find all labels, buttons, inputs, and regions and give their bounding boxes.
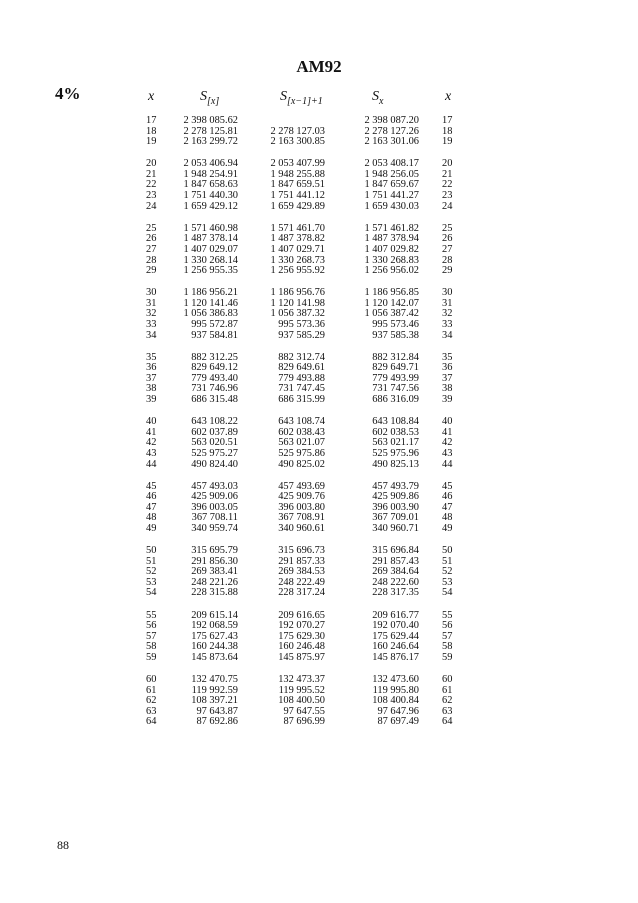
cell-age-left: 61 — [146, 684, 157, 696]
cell-s-ultimate: 209 616.77 — [372, 609, 419, 621]
cell-s-ultimate: 340 960.71 — [372, 523, 419, 534]
cell-age-right: 21 — [442, 168, 453, 180]
cell-s-select-prev: 1 186 956.76 — [270, 287, 325, 299]
cell-s-select: 882 312.25 — [191, 351, 238, 363]
cell-s-ultimate: 1 659 430.03 — [364, 200, 419, 212]
row-group — [0, 159, 638, 212]
table-row — [0, 717, 638, 728]
cell-age-left: 57 — [146, 630, 157, 642]
cell-age-left: 35 — [146, 351, 157, 363]
cell-age-left: 55 — [146, 609, 157, 621]
cell-s-ultimate: 291 857.43 — [372, 555, 419, 567]
row-group — [0, 417, 638, 470]
cell-age-left: 41 — [146, 426, 157, 438]
cell-s-select: 291 856.30 — [191, 555, 238, 567]
cell-s-ultimate: 1 571 461.82 — [364, 222, 419, 234]
cell-s-ultimate: 108 400.84 — [372, 695, 419, 707]
cell-age-left: 27 — [146, 243, 157, 255]
cell-age-left: 30 — [146, 287, 157, 299]
cell-s-ultimate: 1 256 956.02 — [364, 265, 419, 277]
cell-s-select-prev: 1 571 461.70 — [270, 222, 325, 234]
table-row — [0, 320, 638, 331]
cell-age-right: 52 — [442, 566, 453, 578]
cell-s-ultimate: 2 163 301.06 — [364, 136, 419, 148]
cell-s-select-prev: 457 493.69 — [278, 480, 325, 492]
cell-age-right: 35 — [442, 351, 453, 363]
cell-s-select: 145 873.64 — [191, 651, 238, 663]
cell-age-right: 27 — [442, 243, 453, 255]
cell-s-select: 1 847 658.63 — [183, 179, 238, 191]
cell-s-select: 2 398 085.62 — [183, 115, 238, 126]
cell-s-ultimate: 731 747.56 — [372, 383, 419, 395]
cell-s-ultimate: 882 312.84 — [372, 351, 419, 363]
cell-age-left: 51 — [146, 555, 157, 567]
cell-age-right: 46 — [442, 491, 453, 503]
cell-s-select: 1 659 429.12 — [183, 200, 238, 212]
cell-s-select: 457 493.03 — [191, 480, 238, 492]
cell-age-left: 38 — [146, 383, 157, 395]
cell-s-select: 1 571 460.98 — [183, 222, 238, 234]
cell-s-select: 1 256 955.35 — [183, 265, 238, 277]
cell-age-right: 49 — [442, 523, 453, 534]
table-row — [0, 449, 638, 460]
cell-s-select: 995 572.87 — [191, 319, 238, 330]
cell-age-right: 36 — [442, 362, 453, 374]
cell-s-select-prev: 108 400.50 — [278, 695, 325, 707]
cell-age-right: 43 — [442, 447, 453, 459]
cell-s-ultimate: 396 003.90 — [372, 501, 419, 513]
cell-age-left: 39 — [146, 394, 157, 406]
cell-s-select: 425 909.06 — [191, 491, 238, 503]
cell-age-left: 36 — [146, 362, 157, 374]
cell-age-left: 25 — [146, 222, 157, 234]
cell-s-select: 490 824.40 — [191, 458, 238, 470]
cell-age-right: 34 — [442, 329, 453, 341]
cell-age-right: 28 — [442, 254, 453, 266]
cell-age-left: 45 — [146, 480, 157, 492]
cell-s-select-prev: 2 278 127.03 — [270, 125, 325, 137]
cell-s-select-prev: 2 163 300.85 — [270, 136, 325, 148]
cell-age-left: 21 — [146, 168, 157, 180]
cell-s-ultimate: 2 398 087.20 — [364, 115, 419, 126]
page-title: AM92 — [296, 57, 342, 76]
cell-age-left: 56 — [146, 620, 157, 632]
cell-s-select: 829 649.12 — [191, 362, 238, 374]
cell-age-left: 54 — [146, 587, 157, 599]
cell-s-select: 132 470.75 — [191, 674, 238, 686]
cell-s-select-prev: 1 256 955.92 — [270, 265, 325, 277]
cell-s-select: 525 975.27 — [191, 447, 238, 459]
header-s-select-sub: [x] — [207, 95, 220, 107]
cell-s-select-prev: 160 246.48 — [278, 641, 325, 653]
row-group — [0, 116, 638, 148]
cell-age-left: 24 — [146, 200, 157, 212]
table-row — [0, 524, 638, 535]
cell-age-right: 61 — [442, 684, 453, 696]
cell-age-left: 53 — [146, 576, 157, 588]
cell-s-select: 192 068.59 — [191, 620, 238, 632]
cell-s-ultimate: 525 975.96 — [372, 447, 419, 459]
cell-s-ultimate: 315 696.84 — [372, 545, 419, 557]
table-row — [0, 588, 638, 599]
cell-s-ultimate: 829 649.71 — [372, 362, 419, 374]
cell-age-right: 33 — [442, 319, 453, 330]
row-group — [0, 224, 638, 277]
cell-age-right: 41 — [442, 426, 453, 438]
cell-age-left: 28 — [146, 254, 157, 266]
cell-s-ultimate: 457 493.79 — [372, 480, 419, 492]
cell-s-ultimate: 1 487 378.94 — [364, 233, 419, 245]
cell-s-select: 396 003.05 — [191, 501, 238, 513]
cell-s-select-prev: 490 825.02 — [278, 458, 325, 470]
cell-age-left: 19 — [146, 136, 157, 148]
cell-age-left: 50 — [146, 545, 157, 557]
cell-age-left: 46 — [146, 491, 157, 503]
cell-s-select-prev: 829 649.61 — [278, 362, 325, 374]
cell-age-left: 22 — [146, 179, 157, 191]
cell-s-ultimate: 2 278 127.26 — [364, 125, 419, 137]
cell-s-select-prev: 87 696.99 — [283, 716, 325, 728]
cell-age-left: 44 — [146, 458, 157, 470]
cell-s-select-prev: 315 696.73 — [278, 545, 325, 557]
cell-age-left: 52 — [146, 566, 157, 578]
cell-age-right: 37 — [442, 372, 453, 384]
cell-s-ultimate: 425 909.86 — [372, 491, 419, 503]
cell-s-select-prev: 1 847 659.51 — [270, 179, 325, 191]
cell-s-ultimate: 643 108.84 — [372, 416, 419, 428]
cell-s-ultimate: 490 825.13 — [372, 458, 419, 470]
cell-age-left: 47 — [146, 501, 157, 513]
cell-age-right: 45 — [442, 480, 453, 492]
cell-s-select-prev: 291 857.33 — [278, 555, 325, 567]
cell-s-select-prev: 779 493.88 — [278, 372, 325, 384]
cell-age-right: 48 — [442, 512, 453, 524]
cell-age-right: 53 — [442, 576, 453, 588]
header-s-select-prev-main: S — [280, 89, 287, 104]
cell-age-left: 32 — [146, 308, 157, 320]
cell-age-left: 64 — [146, 716, 157, 728]
cell-s-select-prev: 340 960.61 — [278, 523, 325, 534]
cell-s-ultimate: 228 317.35 — [372, 587, 419, 599]
header-x-right: x — [445, 89, 452, 104]
cell-s-select: 315 695.79 — [191, 545, 238, 557]
cell-s-select-prev: 686 315.99 — [278, 394, 325, 406]
cell-s-select: 340 959.74 — [191, 523, 238, 534]
cell-s-select-prev: 367 708.91 — [278, 512, 325, 524]
cell-s-ultimate: 1 847 659.67 — [364, 179, 419, 191]
page-number: 88 — [57, 838, 69, 852]
cell-s-select-prev: 1 407 029.71 — [270, 243, 325, 255]
cell-s-select-prev: 2 053 407.99 — [270, 158, 325, 170]
table-row — [0, 460, 638, 471]
cell-s-ultimate: 602 038.53 — [372, 426, 419, 438]
cell-s-select: 367 708.11 — [191, 512, 238, 524]
table-row — [0, 331, 638, 342]
cell-s-ultimate: 937 585.38 — [372, 329, 419, 341]
cell-s-select-prev: 228 317.24 — [278, 587, 325, 599]
cell-age-right: 38 — [442, 383, 453, 395]
cell-s-select: 602 037.89 — [191, 426, 238, 438]
cell-age-right: 64 — [442, 716, 453, 728]
cell-age-left: 48 — [146, 512, 157, 524]
cell-s-select: 228 315.88 — [191, 587, 238, 599]
cell-age-left: 58 — [146, 641, 157, 653]
cell-age-right: 23 — [442, 190, 453, 202]
cell-s-select-prev: 192 070.27 — [278, 620, 325, 632]
cell-age-right: 39 — [442, 394, 453, 406]
cell-s-select-prev: 1 056 387.32 — [270, 308, 325, 320]
cell-s-select: 563 020.51 — [191, 437, 238, 449]
cell-s-select-prev: 209 616.65 — [278, 609, 325, 621]
cell-s-ultimate: 269 384.64 — [372, 566, 419, 578]
cell-s-select-prev: 602 038.43 — [278, 426, 325, 438]
cell-age-left: 17 — [146, 115, 157, 126]
cell-s-select: 119 992.59 — [191, 684, 238, 696]
cell-age-left: 26 — [146, 233, 157, 245]
cell-s-select-prev: 937 585.29 — [278, 329, 325, 341]
cell-s-ultimate: 1 948 256.05 — [364, 168, 419, 180]
table-row — [0, 202, 638, 213]
cell-s-select: 2 163 299.72 — [183, 136, 238, 148]
cell-s-select-prev: 1 659 429.89 — [270, 200, 325, 212]
cell-age-right: 20 — [442, 158, 453, 170]
cell-s-select: 175 627.43 — [191, 630, 238, 642]
table-row — [0, 137, 638, 148]
cell-age-left: 43 — [146, 447, 157, 459]
cell-age-right: 42 — [442, 437, 453, 449]
cell-age-left: 37 — [146, 372, 157, 384]
cell-s-select: 779 493.40 — [191, 372, 238, 384]
cell-s-select-prev: 1 330 268.73 — [270, 254, 325, 266]
header-s-select-prev-sub: [x−1]+1 — [287, 95, 323, 107]
cell-age-right: 40 — [442, 416, 453, 428]
cell-s-select-prev: 1 948 255.88 — [270, 168, 325, 180]
cell-age-left: 62 — [146, 695, 157, 707]
header-s-select-prev — [280, 89, 323, 107]
cell-s-select-prev: 396 003.80 — [278, 501, 325, 513]
cell-age-right: 50 — [442, 545, 453, 557]
commutation-table — [0, 116, 638, 740]
cell-s-select: 248 221.26 — [191, 576, 238, 588]
cell-age-right: 44 — [442, 458, 453, 470]
cell-s-ultimate: 367 709.01 — [372, 512, 419, 524]
cell-s-select: 1 751 440.30 — [183, 190, 238, 202]
table-row — [0, 395, 638, 406]
cell-s-select-prev: 882 312.74 — [278, 351, 325, 363]
cell-age-right: 24 — [442, 200, 453, 212]
cell-s-ultimate: 1 751 441.27 — [364, 190, 419, 202]
cell-s-ultimate: 119 995.80 — [372, 684, 419, 696]
cell-s-select-prev: 145 875.97 — [278, 651, 325, 663]
cell-s-select-prev: 643 108.74 — [278, 416, 325, 428]
cell-s-select: 1 186 956.21 — [183, 287, 238, 299]
cell-age-right: 26 — [442, 233, 453, 245]
header-s-select — [200, 89, 219, 107]
cell-age-right: 58 — [442, 641, 453, 653]
cell-s-ultimate: 87 697.49 — [377, 716, 419, 728]
cell-s-ultimate: 1 407 029.82 — [364, 243, 419, 255]
cell-s-select: 87 692.86 — [196, 716, 238, 728]
header-s-select-main: S — [200, 89, 207, 104]
cell-age-left: 42 — [146, 437, 157, 449]
cell-s-select: 209 615.14 — [191, 609, 238, 621]
row-group — [0, 546, 638, 599]
cell-s-select: 1 330 268.14 — [183, 254, 238, 266]
cell-age-right: 25 — [442, 222, 453, 234]
cell-s-select: 2 278 125.81 — [183, 125, 238, 137]
cell-age-right: 47 — [442, 501, 453, 513]
cell-s-select: 1 407 029.07 — [183, 243, 238, 255]
cell-age-left: 18 — [146, 125, 157, 137]
cell-s-select: 2 053 406.94 — [183, 158, 238, 170]
cell-s-select-prev: 731 747.45 — [278, 383, 325, 395]
cell-s-ultimate: 995 573.46 — [372, 319, 419, 330]
cell-age-left: 23 — [146, 190, 157, 202]
cell-s-ultimate: 248 222.60 — [372, 576, 419, 588]
cell-s-select-prev: 995 573.36 — [278, 319, 325, 330]
cell-s-select: 1 948 254.91 — [183, 168, 238, 180]
cell-s-select-prev: 248 222.49 — [278, 576, 325, 588]
cell-s-select-prev: 269 384.53 — [278, 566, 325, 578]
cell-s-ultimate: 1 056 387.42 — [364, 308, 419, 320]
cell-age-right: 22 — [442, 179, 453, 191]
cell-s-select: 1 487 378.14 — [183, 233, 238, 245]
cell-s-select: 108 397.21 — [191, 695, 238, 707]
table-row — [0, 653, 638, 664]
cell-s-select-prev: 119 995.52 — [278, 684, 325, 696]
cell-age-right: 63 — [442, 705, 453, 717]
cell-s-select-prev: 1 487 378.82 — [270, 233, 325, 245]
row-group — [0, 675, 638, 728]
cell-s-select-prev: 175 629.30 — [278, 630, 325, 642]
cell-age-right: 62 — [442, 695, 453, 707]
table-row — [0, 266, 638, 277]
cell-age-left: 60 — [146, 674, 157, 686]
cell-s-ultimate: 779 493.99 — [372, 372, 419, 384]
cell-age-left: 20 — [146, 158, 157, 170]
cell-s-select-prev: 525 975.86 — [278, 447, 325, 459]
cell-s-ultimate: 97 647.96 — [377, 705, 419, 717]
cell-s-select-prev: 1 120 141.98 — [270, 297, 325, 309]
cell-s-select: 731 746.96 — [191, 383, 238, 395]
cell-s-ultimate: 145 876.17 — [372, 651, 419, 663]
table-row — [0, 245, 638, 256]
cell-age-right: 18 — [442, 125, 453, 137]
cell-age-right: 57 — [442, 630, 453, 642]
cell-s-ultimate: 1 330 268.83 — [364, 254, 419, 266]
cell-s-select-prev: 97 647.55 — [283, 705, 325, 717]
cell-age-right: 51 — [442, 555, 453, 567]
cell-age-left: 63 — [146, 705, 157, 717]
cell-s-select: 937 584.81 — [191, 329, 238, 341]
cell-s-ultimate: 1 186 956.85 — [364, 287, 419, 299]
row-group — [0, 353, 638, 406]
cell-age-left: 34 — [146, 329, 157, 341]
row-group — [0, 611, 638, 664]
cell-s-ultimate: 686 316.09 — [372, 394, 419, 406]
cell-age-right: 31 — [442, 297, 453, 309]
cell-s-select-prev: 563 021.07 — [278, 437, 325, 449]
cell-age-right: 17 — [442, 115, 453, 126]
cell-age-right: 30 — [442, 287, 453, 299]
cell-s-ultimate: 2 053 408.17 — [364, 158, 419, 170]
cell-s-select: 97 643.87 — [196, 705, 238, 717]
cell-age-right: 56 — [442, 620, 453, 632]
cell-s-ultimate: 132 473.60 — [372, 674, 419, 686]
cell-s-select-prev: 132 473.37 — [278, 674, 325, 686]
cell-age-left: 40 — [146, 416, 157, 428]
cell-age-left: 49 — [146, 523, 157, 534]
row-group — [0, 482, 638, 535]
cell-s-ultimate: 192 070.40 — [372, 620, 419, 632]
cell-age-left: 29 — [146, 265, 157, 277]
cell-age-right: 19 — [442, 136, 453, 148]
header-s-ultimate — [372, 89, 383, 107]
cell-s-select: 1 056 386.83 — [183, 308, 238, 320]
cell-s-ultimate: 1 120 142.07 — [364, 297, 419, 309]
cell-s-ultimate: 175 629.44 — [372, 630, 419, 642]
cell-s-ultimate: 563 021.17 — [372, 437, 419, 449]
cell-age-right: 29 — [442, 265, 453, 277]
header-s-ultimate-main: S — [372, 89, 379, 104]
table-row — [0, 116, 638, 127]
header-x-left: x — [148, 89, 155, 104]
cell-age-right: 54 — [442, 587, 453, 599]
cell-age-right: 59 — [442, 651, 453, 663]
cell-age-left: 31 — [146, 297, 157, 309]
header-s-ultimate-sub: x — [379, 95, 384, 107]
row-group — [0, 288, 638, 341]
cell-s-select-prev: 425 909.76 — [278, 491, 325, 503]
cell-age-left: 33 — [146, 319, 157, 330]
cell-age-right: 60 — [442, 674, 453, 686]
interest-rate-label: 4% — [55, 84, 81, 103]
cell-age-right: 55 — [442, 609, 453, 621]
cell-age-right: 32 — [442, 308, 453, 320]
cell-s-ultimate: 160 246.64 — [372, 641, 419, 653]
cell-age-left: 59 — [146, 651, 157, 663]
cell-s-select: 686 315.48 — [191, 394, 238, 406]
cell-s-select: 269 383.41 — [191, 566, 238, 578]
cell-s-select: 643 108.22 — [191, 416, 238, 428]
cell-s-select-prev: 1 751 441.12 — [270, 190, 325, 202]
cell-s-select: 1 120 141.46 — [183, 297, 238, 309]
cell-s-select: 160 244.38 — [191, 641, 238, 653]
